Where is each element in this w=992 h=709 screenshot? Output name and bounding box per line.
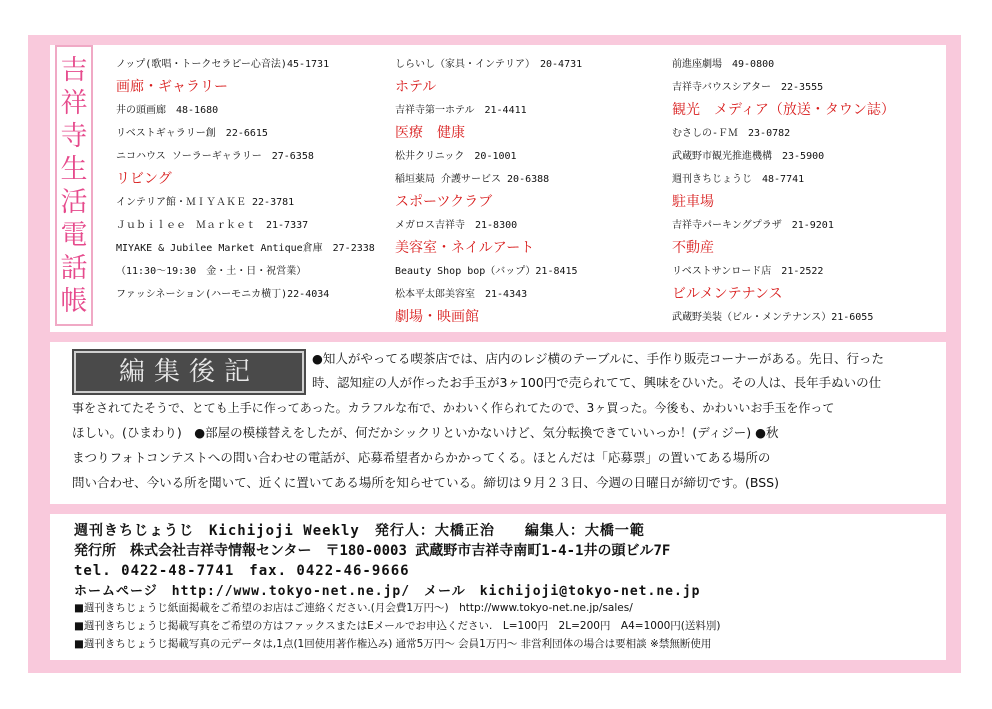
directory-entry: Beauty Shop bop（バップ）21-8415 (395, 266, 578, 277)
directory-entry: 吉祥寺パーキングプラザ 21-9201 (672, 220, 834, 231)
directory-entry: 前進座劇場 49-0800 (672, 59, 775, 70)
category-heading: 美容室・ネイルアート (395, 240, 535, 256)
publication-line: 週刊きちじょうじ Kichijoji Weekly 発行人：大橋正治 編集人：大橋一範 (74, 523, 645, 539)
directory-entry: リベストサンロード店 21-2522 (672, 266, 824, 277)
directory-title (55, 45, 93, 326)
web-mail-line: ホームページ http://www.tokyo-net.ne.jp/ メール kichijoji@tokyo-net.ne.jp (74, 584, 701, 599)
editorial-panel (50, 342, 946, 504)
publisher-address-line: 発行所 株式会社吉祥寺情報センター 〒180-0003 武蔵野市吉祥寺南町1-4-1井の頭ビル7F (74, 543, 671, 559)
title-char: 話 (60, 252, 88, 284)
directory-entry: 稲垣薬局 介護サービス 20-6388 (395, 174, 550, 185)
publisher-info-panel (50, 514, 946, 660)
title-char: 寺 (60, 120, 88, 152)
directory-entry: 武蔵野市観光推進機構 23-5900 (672, 151, 825, 162)
directory-entry: 吉祥寺バウスシアター 22-3555 (672, 82, 824, 93)
title-char: 生 (60, 153, 88, 185)
editorial-title: 編集後記 (74, 351, 304, 393)
directory-entry: リベストギャラリー創 22-6615 (116, 128, 268, 139)
title-char: 祥 (60, 87, 88, 119)
editorial-line: ●知人がやってる喫茶店では、店内のレジ横のテーブルに、手作り販売コーナーがある。先日、行った (312, 351, 884, 366)
directory-entry: Ｊｕｂｉｌｅｅ Ｍａｒｋｅｔ 21-7337 (116, 220, 309, 231)
directory-entry: ファッシネーション(ハーモニカ横丁)22-4034 (116, 289, 330, 300)
directory-entry: 井の頭画廊 48-1680 (116, 105, 219, 116)
directory-entry: MIYAKE & Jubilee Market Antique倉庫 27-2338 (116, 243, 375, 254)
category-heading: ホテル (395, 79, 437, 95)
phone-fax-line: tel. 0422-48-7741 fax. 0422-46-9666 (74, 563, 410, 579)
directory-entry: 武蔵野美装（ビル・メンテナンス）21-6055 (672, 312, 874, 323)
editorial-line: まつりフォトコンテストへの問い合わせの電話が、応募希望者からかかってくる。ほとんだは「応募票」の置いてある場所の (72, 450, 771, 465)
directory-entry: ニコハウス ソーラーギャラリー 27-6358 (116, 151, 314, 162)
title-char: 吉 (60, 54, 88, 86)
category-heading: 画廊・ギャラリー (116, 79, 228, 95)
directory-column-1 (116, 53, 375, 306)
editorial-line: 事をされてたそうで、とても上手に作ってあった。カラフルな布で、かわいく作られてたので、3ヶ買った。今後も、かわいいお手玉を作って (72, 401, 835, 415)
title-char: 帳 (60, 285, 88, 317)
editorial-line: ほしい。(ひまわり) ●部屋の模様替えをしたが、何だかシックリといかないけど、気分転換できていいっか！(ディジー) ●秋 (72, 425, 779, 440)
directory-entry: しらいし（家具・インテリア） 20-4731 (395, 59, 583, 70)
directory-entry: ノップ(歌唱・トークセラピー心音法)45-1731 (116, 59, 330, 70)
notice-line: ■週刊きちじょうじ掲載写真をご希望の方はファックスまたはEメールでお申込ください. L=100円 2L=200円 A4=1000円(送料別) (74, 620, 721, 632)
directory-entry: （11:30～19:30 金・土・日・祝営業） (116, 266, 307, 277)
category-heading: 医療 健康 (395, 125, 465, 141)
category-heading: ビルメンテナンス (672, 286, 783, 302)
category-heading: スポーツクラブ (395, 194, 493, 210)
category-heading: リビング (116, 171, 172, 187)
title-char: 電 (60, 219, 88, 251)
directory-entry: 吉祥寺第一ホテル 21-4411 (395, 105, 527, 116)
category-heading: 駐車場 (672, 194, 714, 210)
directory-column-3 (672, 53, 895, 329)
directory-entry: メガロス吉祥寺 21-8300 (395, 220, 518, 231)
title-char: 活 (60, 186, 88, 218)
directory-panel (50, 45, 946, 332)
notice-line: ■週刊きちじょうじ掲載写真の元データは,1点(1回使用著作権込み) 通常5万円～ 会員1万円～ 非営利団体の場合は要相談 ※禁無断使用 (74, 638, 712, 650)
directory-entry: インテリア館・ＭＩＹＡＫＥ 22-3781 (116, 197, 295, 208)
editorial-line: 問い合わせ、今いる所を聞いて、近くに置いてある場所を知らせている。締切は９月２３日、今週の日曜日が締切です。(BSS) (72, 475, 779, 490)
directory-entry: 松本平太郎美容室 21-4343 (395, 289, 528, 300)
category-heading: 不動産 (672, 240, 714, 256)
directory-column-2 (395, 53, 582, 329)
category-heading: 観光 メディア（放送・タウン誌） (672, 102, 895, 118)
directory-entry: 週刊きちじょうじ 48-7741 (672, 174, 805, 185)
directory-entry: むさしの-ＦＭ 23-0782 (672, 128, 791, 139)
notice-line: ■週刊きちじょうじ紙面掲載をご希望のお店はご連絡ください.(月会費1万円～) http://www.tokyo-net.ne.jp/sales/ (74, 602, 633, 614)
directory-entry: 松井クリニック 20-1001 (395, 151, 517, 162)
editorial-line: 時、認知症の人が作ったお手玉が3ヶ100円で売られてて、興味をひいた。その人は、長年手ぬいの仕 (312, 375, 882, 390)
category-heading: 劇場・映画館 (395, 309, 479, 325)
